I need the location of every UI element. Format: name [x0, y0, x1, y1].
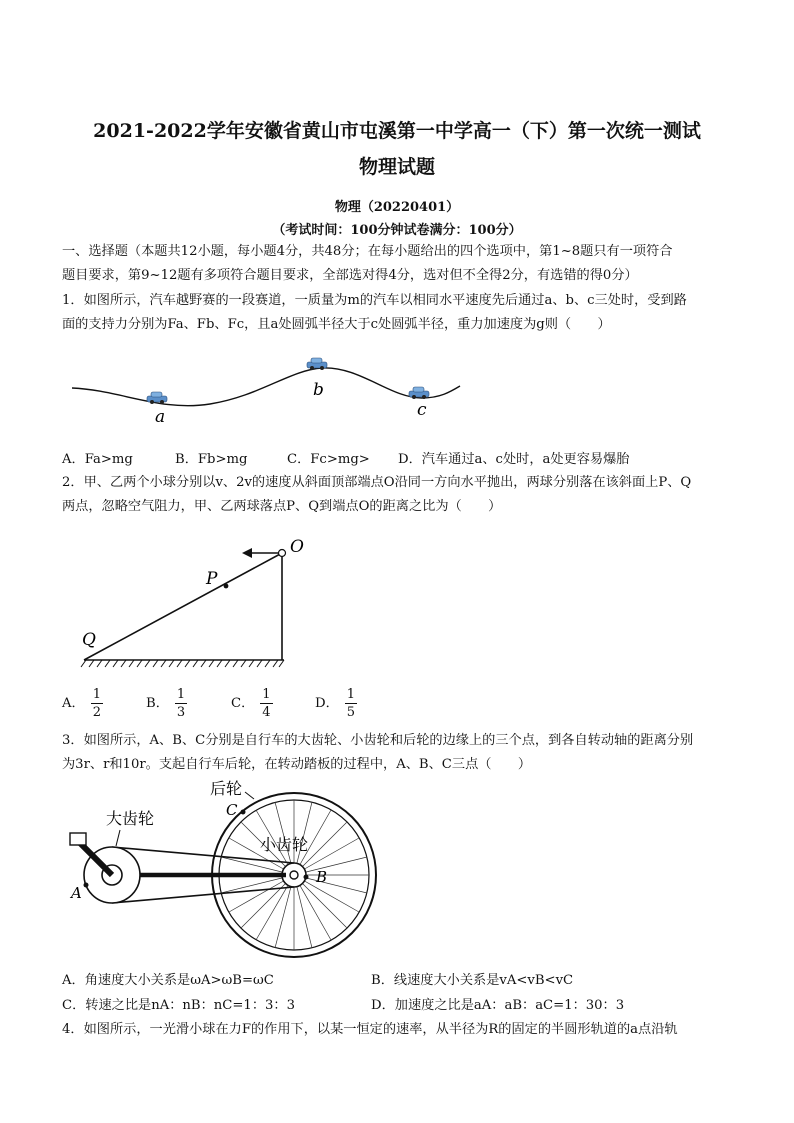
point-B [304, 875, 309, 880]
pedal [70, 833, 86, 845]
label-b: b [313, 380, 324, 400]
q2-option-b-letter: B． [146, 696, 169, 711]
q4-stem-line1: 4．如图所示，一光滑小球在力F的作用下，以某一恒定的速率，从半径为R的固定的半圆形轨道的a点沿轨 [62, 1022, 678, 1037]
car-c-icon [409, 387, 429, 399]
exam-title: 2021-2022学年安徽省黄山市屯溪第一中学高一（下）第一次统一测试 [93, 120, 701, 142]
q2-option-b-fraction: $\frac{1}{3}$ [176, 687, 186, 720]
q3-stem-line2: 为3r、r和10r。支起自行车后轮，在转动踏板的过程中，A、B、C三点（ ） [62, 757, 532, 772]
car-a-icon [147, 392, 167, 404]
exam-title-subject: 物理试题 [358, 156, 435, 178]
q1-stem-line1: 1．如图所示，汽车越野赛的一段赛道，一质量为m的汽车以相同水平速度先后通过a、b、c三处时，受到路 [62, 293, 687, 308]
car-b-icon [307, 358, 327, 370]
label-Q: Q [82, 630, 96, 650]
exam-info: （考试时间：100分钟试卷满分：100分） [272, 223, 522, 238]
q3-option-c[interactable]: C．转速之比是nA：nB：nC=1：3：3 [62, 998, 295, 1013]
q3-option-d[interactable]: D．加速度之比是aA：aB：aC=1：30：3 [371, 998, 625, 1013]
q1-option-c[interactable]: C．Fc>mg> [287, 452, 370, 467]
q2-option-a-letter: A． [62, 696, 85, 711]
q2-option-a[interactable] [62, 686, 103, 721]
q3-stem-line1: 3．如图所示，A、B、C分别是自行车的大齿轮、小齿轮和后轮的边缘上的三个点，到各自转动轴的距离分别 [62, 733, 694, 748]
point-A [84, 883, 89, 888]
q2-stem-line1: 2．甲、乙两个小球分别以v、2v的速度从斜面顶部端点O沿同一方向水平抛出，两球分别落在该斜面上P、Q [62, 475, 692, 490]
label-A: A [71, 884, 82, 902]
q2-option-d[interactable] [315, 686, 357, 721]
section-intro-line1: 一、选择题（本题共12小题，每小题4分，共48分；在每小题给出的四个选项中，第1~8题只有一项符合 [62, 244, 673, 259]
q1-track-figure [60, 350, 470, 430]
label-rear-wheel: 后轮 [210, 779, 243, 798]
q2-option-d-letter: D． [315, 696, 339, 711]
q2-option-c-fraction: $\frac{1}{4}$ [262, 687, 271, 720]
slope-line [84, 553, 282, 660]
arrow-head-icon [242, 548, 252, 558]
track-curve [72, 368, 460, 406]
q1-option-b[interactable]: B．Fb>mg [175, 452, 248, 467]
q1-stem-line2: 面的支持力分别为Fa、Fb、Fc，且a处圆弧半径大于c处圆弧半径，重力加速度为g则（ ） [62, 317, 611, 332]
label-C: C [226, 801, 238, 819]
q2-option-c[interactable] [231, 686, 273, 721]
label-c: c [417, 400, 427, 420]
label-B: B [316, 868, 328, 886]
label-P: P [206, 569, 218, 589]
q2-option-b[interactable] [146, 686, 187, 721]
q2-slope-figure [78, 532, 318, 672]
q3-bicycle-figure [60, 778, 390, 963]
q1-option-d[interactable]: D．汽车通过a、c处时，a处更容易爆胎 [398, 452, 630, 467]
label-a: a [155, 407, 166, 427]
q2-option-a-fraction: $\frac{1}{2}$ [92, 687, 101, 720]
q2-option-d-fraction: $\frac{1}{5}$ [346, 687, 356, 720]
q1-option-a[interactable]: A．Fa>mg [62, 452, 133, 467]
q2-stem-line2: 两点，忽略空气阻力，甲、乙两球落点P、Q到端点O的距离之比为（ ） [62, 499, 502, 514]
chain-bottom [112, 887, 294, 903]
subject-code: 物理（20220401） [334, 200, 460, 215]
ground-hatch [81, 660, 284, 667]
label-O: O [290, 537, 304, 557]
point-P [224, 584, 229, 589]
label-big-gear: 大齿轮 [106, 809, 155, 828]
section-intro-line2: 题目要求，第9~12题有多项符合题目要求，全部选对得4分，选对但不全得2分，有选错的得0分） [62, 268, 638, 283]
point-C [241, 810, 246, 815]
label-small-gear: 小齿轮 [260, 835, 309, 854]
q3-option-a[interactable]: A．角速度大小关系是ωA>ωB=ωC [62, 973, 274, 988]
point-O [279, 550, 286, 557]
q2-option-c-letter: C． [231, 696, 255, 711]
q3-option-b[interactable]: B．线速度大小关系是vA<vB<vC [371, 973, 574, 988]
